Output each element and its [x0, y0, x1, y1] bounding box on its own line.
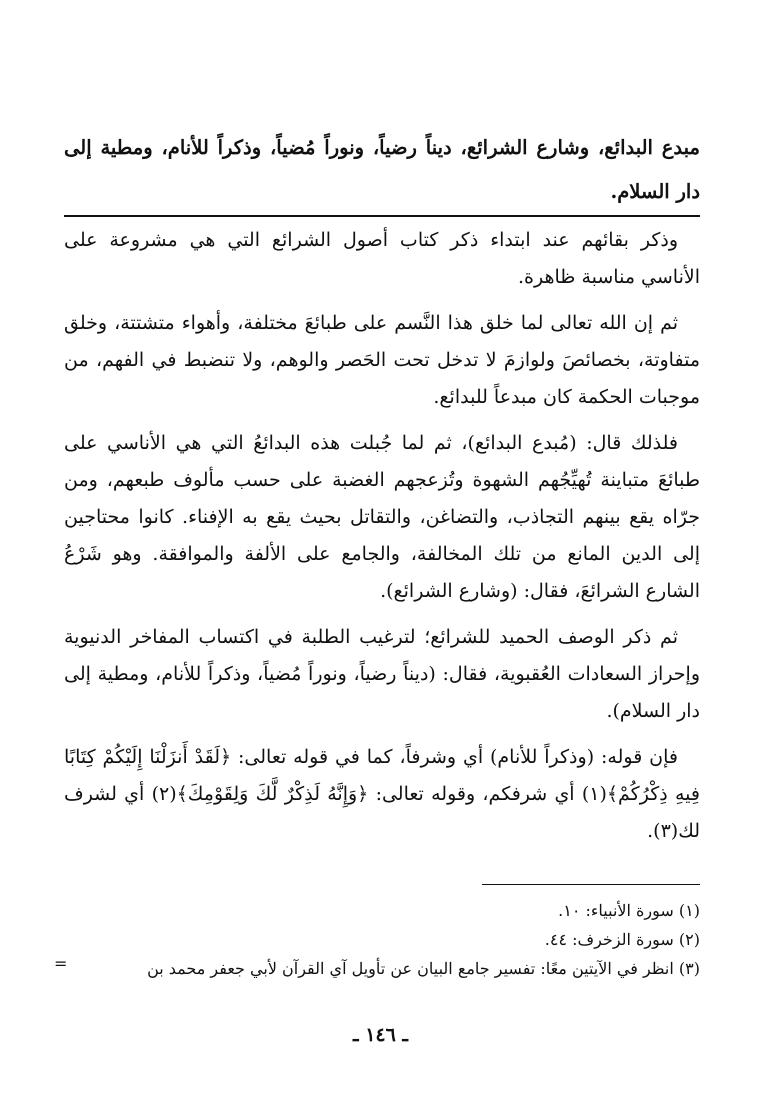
commentary-body [64, 222, 700, 859]
paragraph-1: وذكر بقائهم عند ابتداء ذكر كتاب أصول الشرائع التي هي مشروعة على الأناسي مناسبة ظاهرة. [64, 229, 700, 288]
page-number: ـ ١٤٦ ـ [353, 1024, 408, 1046]
paragraph-3: فلذلك قال: (مُبدع البدائع)، ثم لما جُبلت هذه البدائعُ التي هي الأناسي على طبائعَ متباينة تُهيِّجُهم الشهوة وتُزعجهم الغضبة على حسب مألوف طبعهم، ومن جرّاه يقع بينهم التجاذب، والتضاغن، والتقاتل بحيث يقع به الإفناء. كانوا محتاجين إلى الدين المانع من تلك المخالفة، والجامع على الألفة والموافقة. وهو شَرْعُ الشارع الشرائعَ، فقال: (وشارع الشرائع). [64, 432, 700, 602]
top-verse-text: مبدع البدائع، وشارع الشرائع، ديناً رضياً، ونوراً مُضياً، وذكراً للأنام، ومطية إلى دار السلام. [64, 136, 700, 203]
paragraph-4: ثم ذكر الوصف الحميد للشرائع؛ لترغيب الطلبة في اكتساب المفاخر الدنيوية وإحراز السعادات العُقبوية، فقال: (ديناً رضياً، ونوراً مُضياً، وذكراً للأنام، ومطية إلى دار السلام). [64, 626, 700, 722]
footnote-1: (١) سورة الأنبياء: ١٠. [558, 901, 700, 920]
footnote-2: (٢) سورة الزخرف: ٤٤. [544, 930, 700, 949]
footnotes [60, 896, 700, 983]
separator-rule [64, 215, 700, 217]
footnote-separator [482, 884, 700, 885]
paragraph-2: ثم إن الله تعالى لما خلق هذا النَّسم على طبائعَ مختلفة، وأهواء متشتتة، وخلق متفاوتة، بخصائصَ ولوازمَ لا تدخل تحت الحَصر والوهم، ولا تنضبط في الفهم، من موجبات الحكمة كان مبدعاً للبدائع. [64, 312, 700, 408]
continuation-mark: = [54, 954, 68, 973]
paragraph-5: فإن قوله: (وذكراً للأنام) أي وشرفاً، كما في قوله تعالى: ﴿لَقَدْ أَنزَلْنَا إِلَيْكُمْ كِتَابًا فِيهِ ذِكْرُكُمْ﴾(١) أي شرفكم، وقوله تعالى: ﴿وَإِنَّهُ لَذِكْرٌ لَّكَ وَلِقَوْمِكَ﴾(٢) أي لشرف لك(٣). [64, 746, 700, 842]
footnote-3: (٣) انظر في الآيتين معًا: تفسير جامع البيان عن تأويل آي القرآن لأبي جعفر محمد بن [147, 959, 700, 978]
